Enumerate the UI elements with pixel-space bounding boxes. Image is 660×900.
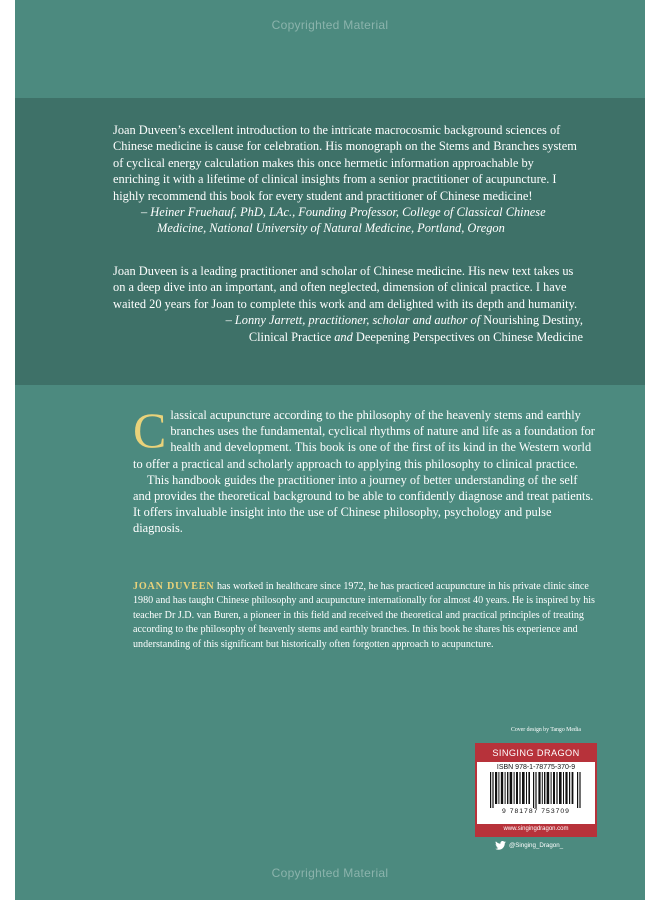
- bio-paragraph: [133, 580, 595, 652]
- watermark-bottom: Copyrighted Material: [271, 866, 389, 880]
- attribution-lead: – Lonny Jarrett, practitioner, scholar and author of: [225, 313, 481, 328]
- barcode-icon: [486, 772, 586, 808]
- blurb-text: lassical acupuncture according to the philosophy of the heavenly stems and earthly branches uses the fundamental, cyclical rhythms of nature and life as a foundation for health and development. This book is one of the first of its kind in the Western world to offer a practical and scholarly approach to applying this philosophy to clinical practice.: [133, 408, 595, 471]
- publisher-logo: SINGING DRAGON: [477, 745, 595, 762]
- twitter-handle: [495, 841, 563, 850]
- blurb-paragraph: This handbook guides the practitioner into a journey of better understanding of the self and provides the theoretical background to be able to confidently diagnose and treat patients. It offers invaluable insight into the use of Chinese philosophy, psychology and pulse diagnosis.: [133, 472, 594, 536]
- book-blurb: [133, 402, 595, 537]
- publisher-box: [475, 743, 597, 837]
- attribution-and: and: [334, 329, 353, 344]
- endorsement-fruehauf: [113, 122, 583, 237]
- bio-text: has worked in healthcare since 1972, he has practiced acupuncture in his private clinic since 1980 and has taught Chinese philosophy and acupuncture internationally for almost 40 years. He is inspired by his teacher Dr J.D. van Buren, a pioneer in this field and received the theoretical and practical principles of treating according to the philosophy of heavenly stems and earthly branches. In this book he shares his experience and understanding of this significant but historically often forgotten approach to acupuncture.: [133, 581, 595, 650]
- endorsement-attribution-line2: [113, 329, 583, 345]
- twitter-bird-icon: [495, 841, 506, 850]
- author-bio: [133, 580, 595, 652]
- author-name: JOAN DUVEEN: [133, 581, 215, 592]
- attribution-book-title: Nourishing Destiny,: [483, 313, 583, 328]
- endorsement-jarrett: [113, 263, 583, 345]
- twitter-handle-text: @Singing_Dragon_: [509, 842, 564, 849]
- endorsement-text: Joan Duveen’s excellent introduction to the intricate macrocosmic background sciences of Chinese medicine is cause for celebration. His monograph on the Stems and Branches system of cyclical energy calculation makes this once hermetic information approachable by enriching it with a lifetime of clinical insights from a senior practitioner of acupuncture. I highly recommend this book for every student and practitioner of Chinese medicine!: [113, 123, 577, 203]
- barcode-digits: 9 781787 753709: [502, 808, 570, 815]
- book-back-cover: [15, 0, 645, 900]
- watermark-top: Copyrighted Material: [271, 18, 389, 32]
- attribution-book-title: Clinical Practice: [248, 329, 332, 344]
- endorsement-attribution: [113, 312, 583, 328]
- blurb-paragraph: [133, 402, 595, 472]
- endorsement-text: Joan Duveen is a leading practitioner and scholar of Chinese medicine. His new text takes us on a deep dive into an important, and often neglected, dimension of clinical practice. I have waited 20 years for Joan to complete this work and am delighted with its depth and humanity.: [113, 264, 578, 311]
- endorsement-attribution: – Heiner Fruehauf, PhD, LAc., Founding Professor, College of Classical Chinese Medicine, National University of Natural Medicine, Portland, Oregon: [141, 205, 546, 236]
- attribution-book-title: Deepening Perspectives on Chinese Medicine: [355, 329, 583, 344]
- drop-cap: C: [133, 402, 167, 458]
- isbn-label: ISBN 978-1-78775-370-9: [496, 764, 576, 771]
- cover-design-credit: Cover design by Tango Media: [510, 727, 581, 733]
- publisher-url: www.singingdragon.com: [477, 824, 595, 835]
